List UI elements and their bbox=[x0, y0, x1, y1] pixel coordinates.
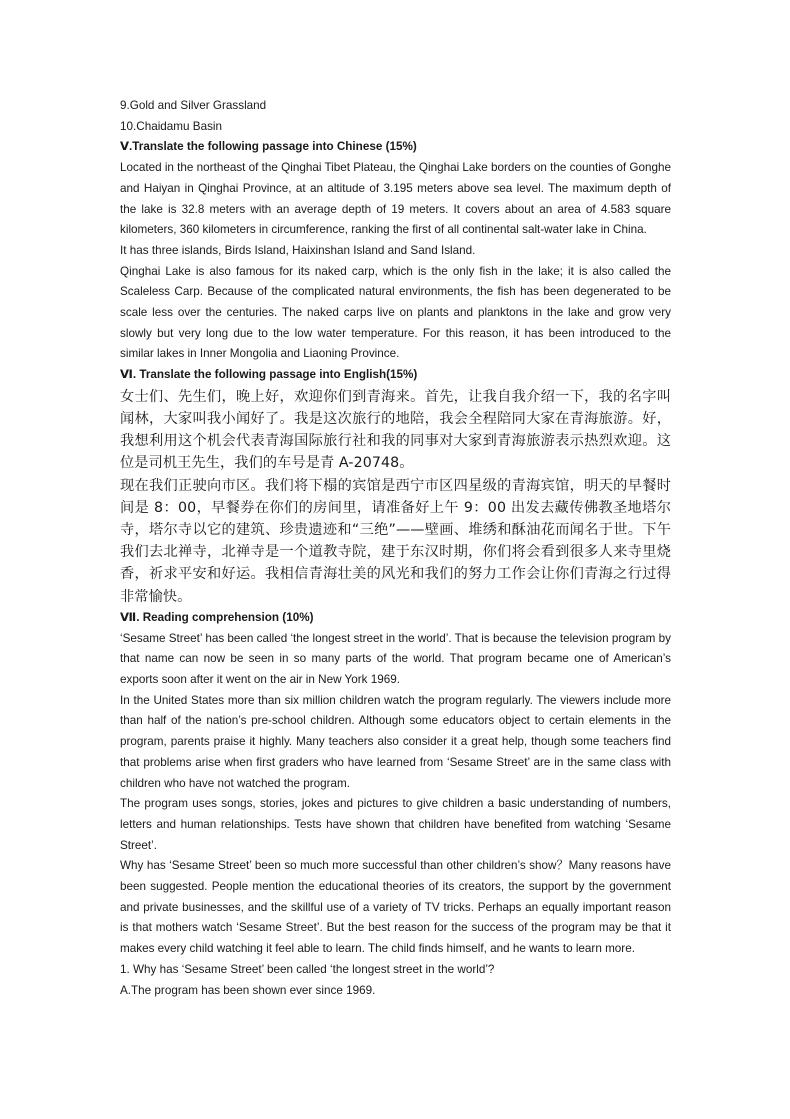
section-5-heading: Ⅴ.Translate the following passage into Chinese (15%) bbox=[120, 140, 417, 154]
question-1: 1. Why has ‘Sesame Street’ been called ‘the longest street in the world’? bbox=[120, 962, 495, 976]
section-6-paragraph-2: 现在我们正驶向市区。我们将下榻的宾馆是西宁市区四星级的青海宾馆，明天的早餐时间是 8：00，早餐券在你们的房间里，请准备好上午 9：00 出发去藏传佛教圣地塔尔寺，塔尔寺以它的建筑、珍贵遗迹和“三绝”——壁画、堆绣和酥油花而闻名于世。下午我们去北禅寺，北禅寺是一个道教寺院，建于东汉时期，你们将会看到很多人来寺里烧香，祈求平安和好运。我相信青海壮美的风光和我们的努力工作会让你们青海之行过得非常愉快。 bbox=[120, 477, 671, 605]
list-item-9: 9.Gold and Silver Grassland bbox=[120, 99, 267, 112]
section-5-paragraph-3: Qinghai Lake is also famous for its naked carp, which is the only fish in the lake; it is also called the Scaleless Carp. Because of the complicated natural environments, the fish has been degenerated to be scale less over the centuries. The naked carps live on plants and planktons in the lake and grow very slowly but very long due to the low water temperature. For this reason, it has been introduced to the similar lakes in Inner Mongolia and Liaoning Province. bbox=[120, 264, 671, 361]
section-6-heading: Ⅵ. Translate the following passage into English(15%) bbox=[120, 368, 418, 382]
document-page bbox=[120, 96, 671, 1001]
section-5-paragraph-2: It has three islands, Birds Island, Haixinshan Island and Sand Island. bbox=[120, 243, 476, 257]
section-7-paragraph-4: Why has ‘Sesame Street’ been so much more successful than other children’s show？Many reasons have been suggested. People mention the educational theories of its creators, the support by the government and private businesses, and the skillful use of a variety of TV tricks. Perhaps an equally important reason is that mothers watch ‘Sesame Street’. But the best reason for the success of the program may be that it makes every child watching it feel able to learn. The child finds himself, and he wants to learn more. bbox=[120, 859, 671, 956]
question-1-option-a: A.The program has been shown ever since 1969. bbox=[120, 983, 376, 997]
section-6-paragraph-1: 女士们、先生们，晚上好，欢迎你们到青海来。首先，让我自我介绍一下，我的名字叫闻林，大家叫我小闻好了。我是这次旅行的地陪，我会全程陪同大家在青海旅游。好，我想利用这个机会代表青海国际旅行社和我的同事对大家到青海旅游表示热烈欢迎。这位是司机王先生，我们的车号是青 A-20748。 bbox=[120, 388, 671, 472]
list-item-10: 10.Chaidamu Basin bbox=[120, 119, 223, 133]
section-5-paragraph-1: Located in the northeast of the Qinghai Tibet Plateau, the Qinghai Lake borders on the counties of Gonghe and Haiyan in Qinghai Province, at an altitude of 3.195 meters above sea level. The maximum depth of the lake is 32.8 meters with an average depth of 19 meters. It covers about an area of 4.583 square kilometers, 360 kilometers in circumference, ranking the first of all continental salt-water lake in China. bbox=[120, 161, 671, 237]
section-7-heading: Ⅶ. Reading comprehension (10%) bbox=[120, 610, 314, 624]
section-7-paragraph-2: In the United States more than six million children watch the program regularly. The viewers include more than half of the nation’s pre-school children. Although some educators object to certain elements in the program, parents praise it highly. Many teachers also consider it a great help, though some teachers find that problems arise when first graders who have learned from ‘Sesame Street’ are in the same class with children who have not watched the program. bbox=[120, 693, 671, 790]
section-7-paragraph-3: The program uses songs, stories, jokes and pictures to give children a basic understanding of numbers, letters and human relationships. Tests have shown that children have benefited from watching ‘Sesame Street’. bbox=[120, 797, 671, 852]
section-7-paragraph-1: ‘Sesame Street’ has been called ‘the longest street in the world’. That is because the television program by that name can now be seen in so many parts of the world. That program became one of American’s exports soon after it went on the air in New York 1969. bbox=[120, 631, 671, 686]
